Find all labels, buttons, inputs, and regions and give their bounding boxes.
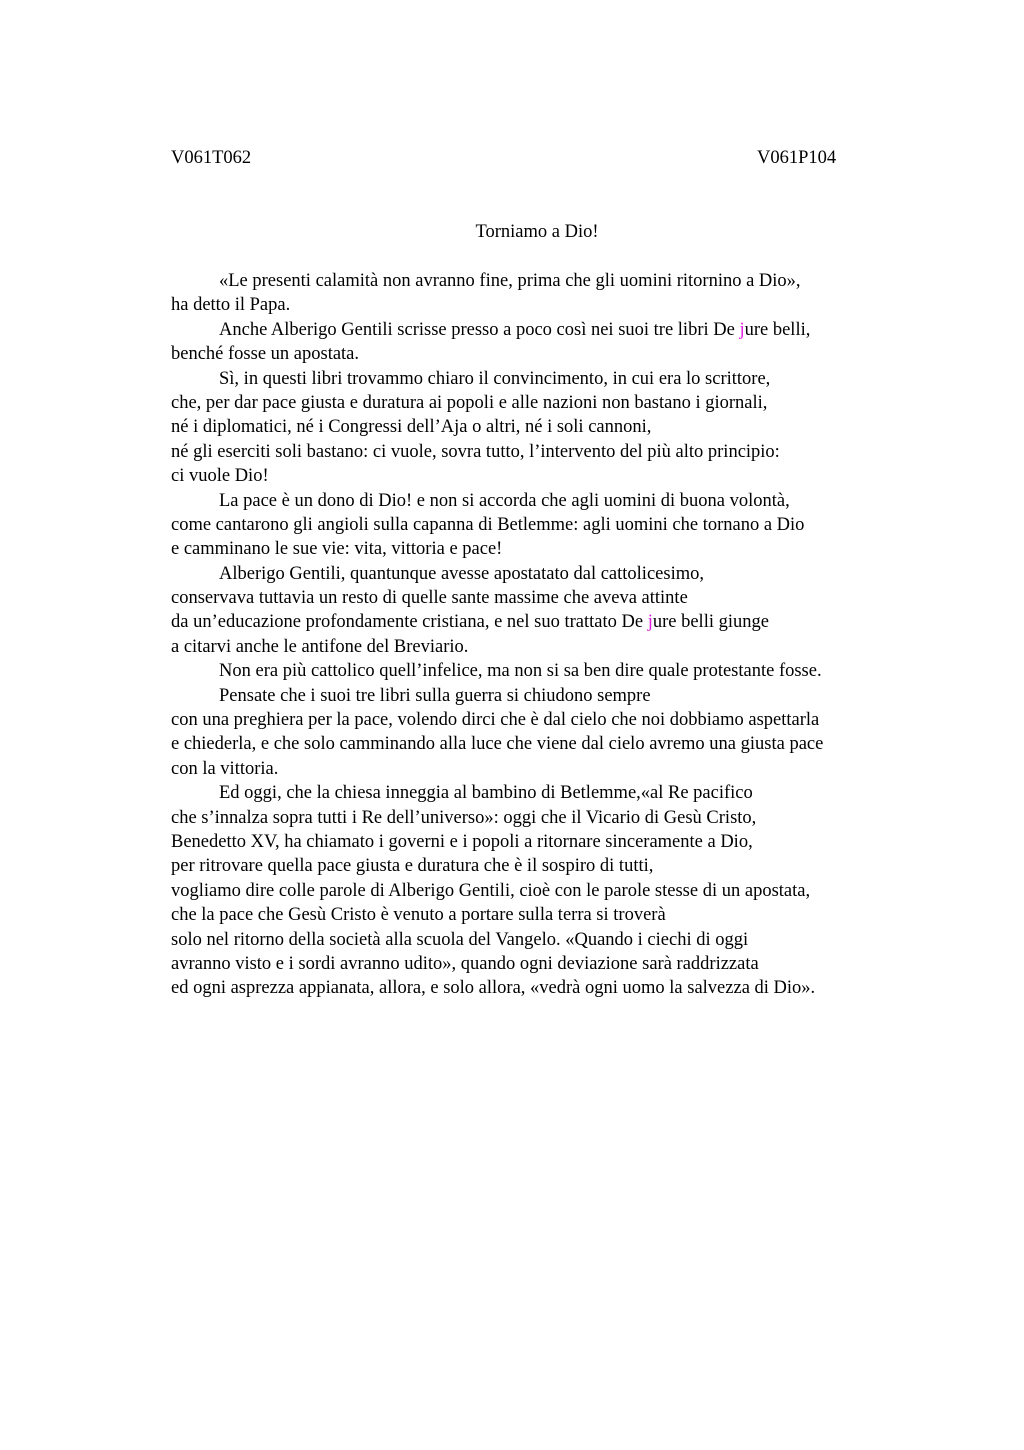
text-line: solo nel ritorno della società alla scuola del Vangelo. «Quando i ciechi di oggi xyxy=(171,929,749,950)
text-line: che la pace che Gesù Cristo è venuto a portare sulla terra si troverà xyxy=(171,905,666,926)
document-code-left: V061T062 xyxy=(171,148,252,168)
text-line: vogliamo dire colle parole di Alberigo Gentili, cioè con le parole stesse di un apostata, xyxy=(171,880,811,901)
text-line: conservava tuttavia un resto di quelle sante massime che aveva attinte xyxy=(171,588,688,609)
highlighted-letter: j xyxy=(647,612,653,633)
highlighted-letter: j xyxy=(739,319,745,340)
text-line: Alberigo Gentili, quantunque avesse apostatato dal cattolicesimo, xyxy=(219,563,704,584)
text-line: Anche Alberigo Gentili scrisse presso a poco così nei suoi tre libri De jure belli, xyxy=(219,319,811,340)
text-line: ci vuole Dio! xyxy=(171,466,269,487)
article-body xyxy=(171,269,911,1001)
text-line: da un’educazione profondamente cristiana, e nel suo trattato De jure belli giunge xyxy=(171,612,769,633)
article-title: Torniamo a Dio! xyxy=(475,222,599,242)
text-line: né i diplomatici, né i Congressi dell’Aja o altri, né i soli cannoni, xyxy=(171,417,652,438)
text-line: a citarvi anche le antifone del Breviario. xyxy=(171,636,469,657)
text-line: e camminano le sue vie: vita, vittoria e pace! xyxy=(171,539,503,560)
text-line: che, per dar pace giusta e duratura ai popoli e alle nazioni non bastano i giornali, xyxy=(171,392,768,413)
document-code-right: V061P104 xyxy=(757,148,837,168)
text-line: come cantarono gli angioli sulla capanna di Betlemme: agli uomini che tornano a Dio xyxy=(171,514,805,535)
text-line: ed ogni asprezza appianata, allora, e solo allora, «vedrà ogni uomo la salvezza di Dio». xyxy=(171,978,816,999)
text-line: e chiederla, e che solo camminando alla luce che viene dal cielo avremo una giusta pace xyxy=(171,734,824,755)
text-line: Sì, in questi libri trovammo chiaro il convincimento, in cui era lo scrittore, xyxy=(219,368,771,389)
text-line: Pensate che i suoi tre libri sulla guerra si chiudono sempre xyxy=(219,685,651,706)
text-line: Benedetto XV, ha chiamato i governi e i popoli a ritornare sinceramente a Dio, xyxy=(171,831,753,852)
text-line: «Le presenti calamità non avranno fine, prima che gli uomini ritornino a Dio», xyxy=(219,271,801,291)
text-line: con una preghiera per la pace, volendo dirci che è dal cielo che noi dobbiamo aspettarla xyxy=(171,710,820,731)
text-line: per ritrovare quella pace giusta e duratura che è il sospiro di tutti, xyxy=(171,856,654,877)
text-line: benché fosse un apostata. xyxy=(171,344,360,365)
text-line: La pace è un dono di Dio! e non si accorda che agli uomini di buona volontà, xyxy=(219,490,790,511)
text-line: Non era più cattolico quell’infelice, ma non si sa ben dire quale protestante fosse. xyxy=(219,661,822,682)
text-line: Ed oggi, che la chiesa inneggia al bambino di Betlemme,«al Re pacifico xyxy=(219,783,753,804)
text-line: che s’innalza sopra tutti i Re dell’universo»: oggi che il Vicario di Gesù Cristo, xyxy=(171,807,757,828)
text-line: né gli eserciti soli bastano: ci vuole, sovra tutto, l’intervento del più alto principio: xyxy=(171,441,780,462)
text-line: avranno visto e i sordi avranno udito», quando ogni deviazione sarà raddrizzata xyxy=(171,953,759,974)
text-line: ha detto il Papa. xyxy=(171,295,291,316)
text-line: con la vittoria. xyxy=(171,758,279,779)
